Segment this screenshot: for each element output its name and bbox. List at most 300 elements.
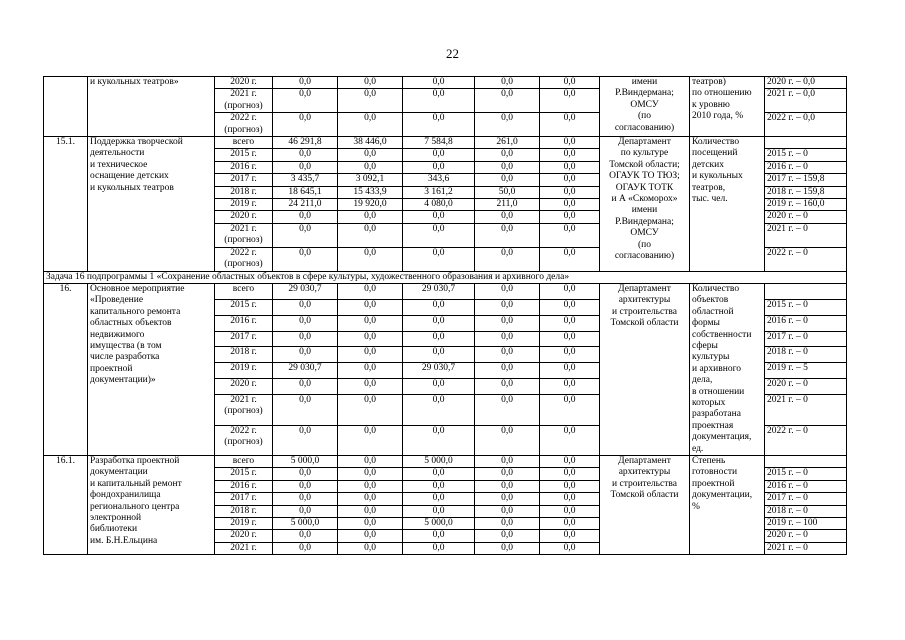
- value-cell: 0,0: [273, 315, 338, 331]
- executor-text-line: согласованию): [614, 122, 675, 133]
- value-cell: 29 030,7: [273, 363, 338, 379]
- value-cell: 0,0: [475, 493, 540, 505]
- value-cell: 0,0: [475, 299, 540, 315]
- indicator-text: [692, 456, 762, 513]
- page-number: 22: [446, 46, 459, 61]
- executor-text-line: и строительства: [612, 306, 677, 317]
- value-cell: 0,0: [403, 299, 475, 315]
- item-name-text-line: капитального ремонта: [90, 306, 181, 317]
- item-number: 16.1.: [44, 456, 88, 555]
- value-cell: 0,0: [540, 186, 600, 198]
- year-label: 2016 г.: [230, 480, 257, 491]
- result-cell: 2018 г. – 159,8: [765, 186, 847, 198]
- year-cell: [215, 480, 273, 492]
- item-name-text-line: числе разработка: [90, 352, 160, 363]
- executor-cell: [600, 137, 690, 271]
- value-cell: 0,0: [273, 331, 338, 347]
- value-cell: 0,0: [403, 493, 475, 505]
- result-cell: 2021 г. – 0,0: [765, 89, 847, 113]
- value-cell: 261,0: [475, 137, 540, 149]
- value-cell: 0,0: [540, 395, 600, 425]
- value-cell: 0,0: [403, 161, 475, 173]
- item-name-text-line: документации)»: [90, 375, 156, 386]
- value-cell: 0,0: [540, 315, 600, 331]
- value-cell: 0,0: [403, 77, 475, 89]
- year-cell: [215, 530, 273, 542]
- value-cell: 0,0: [475, 456, 540, 468]
- value-cell: 0,0: [475, 425, 540, 456]
- indicator-cell: [690, 137, 765, 271]
- item-name-text: [90, 284, 212, 387]
- item-name-text-line: Разработка проектной: [90, 456, 180, 466]
- executor-text-line: Томской области;: [609, 159, 680, 170]
- year-cell: [215, 493, 273, 505]
- year-label: 2018 г.: [230, 186, 257, 197]
- year-label: 2020 г.: [230, 379, 257, 390]
- indicator-text-line: тыс. чел.: [692, 194, 728, 205]
- value-cell: 0,0: [338, 425, 403, 456]
- indicator-text-line: 2010 года, %: [692, 111, 744, 122]
- table-row: [44, 137, 847, 149]
- value-cell: 0,0: [403, 347, 475, 363]
- value-cell: 0,0: [475, 480, 540, 492]
- executor-text-line: Томской области: [610, 318, 679, 329]
- indicator-text: [692, 284, 762, 455]
- value-cell: 4 080,0: [403, 199, 475, 211]
- item-name-text: [90, 137, 212, 194]
- year-label: 2020 г.: [230, 530, 257, 541]
- indicator-text-line: проектная: [692, 420, 734, 431]
- value-cell: 0,0: [540, 425, 600, 456]
- indicator-text: [692, 137, 762, 205]
- value-cell: 0,0: [338, 331, 403, 347]
- value-cell: 0,0: [540, 493, 600, 505]
- value-cell: 0,0: [540, 299, 600, 315]
- year-label: 2018 г.: [230, 347, 257, 358]
- executor-text-line: согласованию): [614, 251, 675, 262]
- executor-text-line: и А «Скоморох»: [611, 194, 678, 205]
- executor-text-line: архитектуры: [618, 295, 671, 306]
- indicator-text-line: Количество: [692, 283, 740, 294]
- value-cell: 0,0: [540, 113, 600, 137]
- value-cell: 0,0: [338, 315, 403, 331]
- indicator-text-line: готовности: [692, 467, 738, 478]
- value-cell: 0,0: [403, 379, 475, 395]
- value-cell: 0,0: [540, 174, 600, 186]
- item-number: 16.: [44, 283, 88, 455]
- forecast-label: (прогноз): [224, 124, 263, 135]
- value-cell: 0,0: [338, 505, 403, 517]
- value-cell: 0,0: [475, 77, 540, 89]
- value-cell: 5 000,0: [403, 518, 475, 530]
- task-row: [44, 271, 847, 283]
- value-cell: 0,0: [540, 542, 600, 554]
- item-name-text-line: библиотеки: [90, 524, 138, 535]
- value-cell: 0,0: [540, 480, 600, 492]
- value-cell: 0,0: [338, 468, 403, 480]
- value-cell: 0,0: [403, 113, 475, 137]
- value-cell: 0,0: [338, 149, 403, 161]
- indicator-text-line: документации,: [692, 490, 753, 501]
- forecast-label: (прогноз): [224, 406, 263, 417]
- value-cell: 0,0: [540, 77, 600, 89]
- indicator-text-line: сферы: [692, 340, 718, 351]
- result-cell: 2017 г. – 0: [765, 331, 847, 347]
- value-cell: 0,0: [403, 223, 475, 247]
- indicator-text-line: культуры: [692, 352, 730, 363]
- executor-text: [602, 284, 687, 330]
- year-label: 2020 г.: [230, 211, 257, 222]
- item-name-text-line: и техническое: [90, 159, 148, 170]
- value-cell: 50,0: [475, 186, 540, 198]
- value-cell: 3 161,2: [403, 186, 475, 198]
- year-label: 2016 г.: [230, 161, 257, 172]
- value-cell: 0,0: [403, 315, 475, 331]
- value-cell: 0,0: [273, 89, 338, 113]
- item-name: [88, 456, 215, 555]
- result-cell: 2015 г. – 0: [765, 468, 847, 480]
- value-cell: 0,0: [475, 283, 540, 299]
- executor-text-line: ОГАУК ТОТК: [615, 182, 674, 193]
- indicator-text-line: по отношению: [692, 88, 752, 99]
- value-cell: 0,0: [475, 468, 540, 480]
- value-cell: 0,0: [475, 363, 540, 379]
- year-cell: [215, 113, 273, 137]
- value-cell: 0,0: [338, 89, 403, 113]
- executor-cell: [600, 77, 690, 137]
- indicator-text-line: которых: [692, 397, 726, 408]
- value-cell: 0,0: [540, 468, 600, 480]
- value-cell: 0,0: [475, 505, 540, 517]
- executor-cell: [600, 283, 690, 455]
- executor-cell: [600, 456, 690, 555]
- indicator-text-line: посещений: [692, 148, 738, 159]
- value-cell: 0,0: [273, 211, 338, 223]
- budget-table: [43, 76, 847, 555]
- value-cell: 0,0: [475, 174, 540, 186]
- indicator-text-line: к уровню: [692, 99, 730, 110]
- value-cell: 0,0: [475, 379, 540, 395]
- result-cell: 2022 г. – 0,0: [765, 113, 847, 137]
- table-row: [44, 456, 847, 468]
- value-cell: 0,0: [540, 211, 600, 223]
- executor-text-line: ОГАУК ТО ТЮЗ;: [609, 171, 680, 182]
- indicator-cell: [690, 77, 765, 137]
- value-cell: 0,0: [338, 299, 403, 315]
- value-cell: 0,0: [540, 149, 600, 161]
- value-cell: 3 092,1: [338, 174, 403, 186]
- value-cell: 19 920,0: [338, 199, 403, 211]
- year-label: 2021 г.: [230, 542, 257, 553]
- value-cell: 0,0: [403, 395, 475, 425]
- value-cell: 0,0: [475, 223, 540, 247]
- indicator-text-line: проектной: [692, 478, 735, 489]
- value-cell: 0,0: [338, 363, 403, 379]
- value-cell: 0,0: [403, 505, 475, 517]
- year-cell: [215, 505, 273, 517]
- value-cell: 0,0: [540, 347, 600, 363]
- year-cell: [215, 211, 273, 223]
- executor-text-line: Департамент: [618, 137, 671, 148]
- value-cell: 29 030,7: [273, 283, 338, 299]
- value-cell: 0,0: [475, 530, 540, 542]
- value-cell: 0,0: [273, 530, 338, 542]
- value-cell: 0,0: [338, 456, 403, 468]
- task-title: Задача 16 подпрограммы 1 «Сохранение областных объектов в сфере культуры, художественного образования и архивного дела»: [44, 271, 847, 283]
- indicator-text-line: детских: [692, 159, 724, 170]
- result-cell: 2016 г. – 0: [765, 161, 847, 173]
- value-cell: 38 446,0: [338, 137, 403, 149]
- year-cell: [215, 174, 273, 186]
- value-cell: 0,0: [273, 395, 338, 425]
- executor-text-line: архитектуры: [618, 467, 671, 478]
- year-cell: [215, 518, 273, 530]
- year-label: 2018 г.: [230, 505, 257, 516]
- value-cell: 0,0: [273, 347, 338, 363]
- indicator-text-line: объектов: [692, 295, 729, 306]
- result-cell: 2021 г. – 0: [765, 223, 847, 247]
- item-name-text-line: недвижимого: [90, 329, 145, 340]
- item-name-text-line: электронной: [90, 513, 142, 524]
- result-cell: [765, 137, 847, 149]
- year-label: 2019 г.: [230, 518, 257, 529]
- executor-text: [602, 77, 687, 134]
- value-cell: 0,0: [403, 331, 475, 347]
- item-name-text-line: и капитальный ремонт: [90, 478, 182, 489]
- value-cell: 0,0: [273, 113, 338, 137]
- result-cell: 2020 г. – 0: [765, 211, 847, 223]
- year-label: 2015 г.: [230, 468, 257, 479]
- result-cell: 2021 г. – 0: [765, 395, 847, 425]
- value-cell: 0,0: [338, 542, 403, 554]
- value-cell: 0,0: [403, 89, 475, 113]
- result-cell: 2020 г. – 0: [765, 530, 847, 542]
- value-cell: 0,0: [338, 347, 403, 363]
- year-cell: [215, 347, 273, 363]
- value-cell: 0,0: [273, 299, 338, 315]
- year-label: всего: [232, 137, 255, 148]
- indicator-cell: [690, 456, 765, 555]
- item-name: и кукольных театров»: [88, 77, 215, 137]
- item-name-text-line: проектной: [90, 363, 133, 374]
- forecast-label: (прогноз): [224, 259, 263, 270]
- item-name-text-line: областных объектов: [90, 318, 172, 329]
- result-cell: 2018 г. – 0: [765, 505, 847, 517]
- indicator-text-line: собственности: [692, 329, 752, 340]
- value-cell: 0,0: [540, 379, 600, 395]
- year-cell: [215, 283, 273, 299]
- result-cell: 2022 г. – 0: [765, 425, 847, 456]
- value-cell: 0,0: [475, 347, 540, 363]
- result-cell: 2016 г. – 0: [765, 480, 847, 492]
- executor-text-line: Томской области: [610, 490, 679, 501]
- year-label: 2022 г.: [230, 247, 257, 258]
- indicator-text-line: Степень: [692, 456, 726, 466]
- year-cell: [215, 186, 273, 198]
- value-cell: 0,0: [273, 247, 338, 271]
- value-cell: 0,0: [338, 161, 403, 173]
- year-label: 2017 г.: [230, 174, 257, 185]
- indicator-text-line: и архивного: [692, 363, 741, 374]
- value-cell: 0,0: [540, 199, 600, 211]
- value-cell: 0,0: [475, 331, 540, 347]
- value-cell: 0,0: [475, 161, 540, 173]
- value-cell: 0,0: [540, 518, 600, 530]
- result-cell: 2017 г. – 0: [765, 493, 847, 505]
- value-cell: 0,0: [273, 505, 338, 517]
- value-cell: 0,0: [338, 493, 403, 505]
- value-cell: 0,0: [273, 379, 338, 395]
- value-cell: 0,0: [475, 149, 540, 161]
- table-row: [44, 77, 847, 89]
- year-label: 2020 г.: [230, 77, 257, 87]
- value-cell: 5 000,0: [273, 456, 338, 468]
- item-name-text-line: им. Б.Н.Ельцина: [90, 535, 158, 546]
- result-cell: 2019 г. – 100: [765, 518, 847, 530]
- result-cell: 2020 г. – 0,0: [765, 77, 847, 89]
- value-cell: 0,0: [273, 161, 338, 173]
- year-cell: [215, 379, 273, 395]
- item-name-text-line: оснащение детских: [90, 171, 169, 182]
- value-cell: 0,0: [403, 211, 475, 223]
- year-cell: [215, 456, 273, 468]
- value-cell: 0,0: [273, 493, 338, 505]
- value-cell: 0,0: [273, 149, 338, 161]
- year-label: 2017 г.: [230, 493, 257, 504]
- year-cell: [215, 89, 273, 113]
- year-label: 2021 г.: [230, 395, 257, 406]
- item-number: 15.1.: [44, 137, 88, 271]
- value-cell: 0,0: [338, 211, 403, 223]
- year-cell: [215, 299, 273, 315]
- year-cell: [215, 468, 273, 480]
- result-cell: 2015 г. – 0: [765, 149, 847, 161]
- indicator-text-line: ед.: [692, 443, 704, 454]
- year-label: 2015 г.: [230, 299, 257, 310]
- value-cell: 0,0: [475, 211, 540, 223]
- indicator-text-line: разработана: [692, 409, 741, 420]
- year-label: 2021 г.: [230, 89, 257, 100]
- value-cell: 0,0: [338, 530, 403, 542]
- value-cell: 0,0: [338, 395, 403, 425]
- value-cell: 0,0: [540, 137, 600, 149]
- item-name: [88, 283, 215, 455]
- result-cell: 2017 г. – 159,8: [765, 174, 847, 186]
- year-label: 2015 г.: [230, 149, 257, 160]
- value-cell: 5 000,0: [403, 456, 475, 468]
- year-label: 2021 г.: [230, 223, 257, 234]
- year-label: всего: [232, 456, 255, 466]
- year-label: 2019 г.: [230, 199, 257, 210]
- year-cell: [215, 315, 273, 331]
- value-cell: 0,0: [403, 468, 475, 480]
- value-cell: 0,0: [403, 480, 475, 492]
- executor-text-line: (по: [638, 111, 651, 122]
- value-cell: 0,0: [540, 331, 600, 347]
- result-cell: 2015 г. – 0: [765, 299, 847, 315]
- year-label: 2022 г.: [230, 113, 257, 124]
- item-name-text-line: документации: [90, 467, 148, 478]
- forecast-label: (прогноз): [224, 100, 263, 111]
- value-cell: 0,0: [475, 89, 540, 113]
- indicator-text-line: театров): [692, 77, 726, 87]
- value-cell: 0,0: [273, 77, 338, 89]
- indicator-text-line: %: [692, 501, 700, 512]
- value-cell: 0,0: [540, 456, 600, 468]
- item-name-text-line: и кукольных театров: [90, 182, 174, 193]
- value-cell: 0,0: [273, 480, 338, 492]
- value-cell: 0,0: [273, 223, 338, 247]
- value-cell: 0,0: [475, 113, 540, 137]
- value-cell: 0,0: [273, 542, 338, 554]
- item-name-text-line: Основное мероприятие: [90, 283, 185, 294]
- value-cell: 0,0: [540, 223, 600, 247]
- value-cell: 0,0: [338, 223, 403, 247]
- year-label: 2016 г.: [230, 315, 257, 326]
- value-cell: 5 000,0: [273, 518, 338, 530]
- value-cell: 0,0: [403, 542, 475, 554]
- item-number: [44, 77, 88, 137]
- value-cell: 0,0: [338, 247, 403, 271]
- value-cell: 29 030,7: [403, 283, 475, 299]
- item-name-text-line: фондохранилища: [90, 490, 161, 501]
- value-cell: 0,0: [338, 283, 403, 299]
- executor-text-line: Департамент: [618, 456, 671, 466]
- indicator-text-line: в отношении: [692, 386, 745, 397]
- result-cell: 2021 г. – 0: [765, 542, 847, 554]
- value-cell: 29 030,7: [403, 363, 475, 379]
- executor-text-line: по культуре: [620, 148, 669, 159]
- value-cell: 0,0: [540, 161, 600, 173]
- value-cell: 343,6: [403, 174, 475, 186]
- indicator-text-line: театров,: [692, 182, 726, 193]
- value-cell: 0,0: [338, 379, 403, 395]
- value-cell: 24 211,0: [273, 199, 338, 211]
- result-cell: 2019 г. – 5: [765, 363, 847, 379]
- year-label: 2017 г.: [230, 331, 257, 342]
- year-cell: [215, 363, 273, 379]
- executor-text-line: и строительства: [612, 478, 677, 489]
- year-cell: [215, 223, 273, 247]
- item-name-text-line: имущества (в том: [90, 340, 162, 351]
- indicator-text-line: дела,: [692, 375, 713, 386]
- executor-text-line: ОМСУ: [630, 99, 659, 110]
- year-cell: [215, 199, 273, 211]
- executor-text-line: имени: [631, 205, 658, 216]
- indicator-text-line: Количество: [692, 137, 740, 148]
- year-cell: [215, 161, 273, 173]
- value-cell: 0,0: [338, 518, 403, 530]
- value-cell: 0,0: [273, 468, 338, 480]
- result-cell: 2019 г. – 160,0: [765, 199, 847, 211]
- item-name-text-line: Поддержка творческой: [90, 137, 183, 148]
- year-cell: [215, 137, 273, 149]
- item-name-text-line: деятельности: [90, 148, 145, 159]
- value-cell: 0,0: [540, 247, 600, 271]
- executor-text-line: (по: [638, 239, 651, 250]
- value-cell: 3 435,7: [273, 174, 338, 186]
- value-cell: 211,0: [475, 199, 540, 211]
- value-cell: 0,0: [403, 425, 475, 456]
- value-cell: 0,0: [475, 395, 540, 425]
- value-cell: 18 645,1: [273, 186, 338, 198]
- value-cell: 0,0: [540, 283, 600, 299]
- indicator-text-line: формы: [692, 318, 720, 329]
- indicator-text-line: и кукольных: [692, 171, 743, 182]
- indicator-cell: [690, 283, 765, 455]
- result-cell: 2018 г. – 0: [765, 347, 847, 363]
- value-cell: 0,0: [475, 518, 540, 530]
